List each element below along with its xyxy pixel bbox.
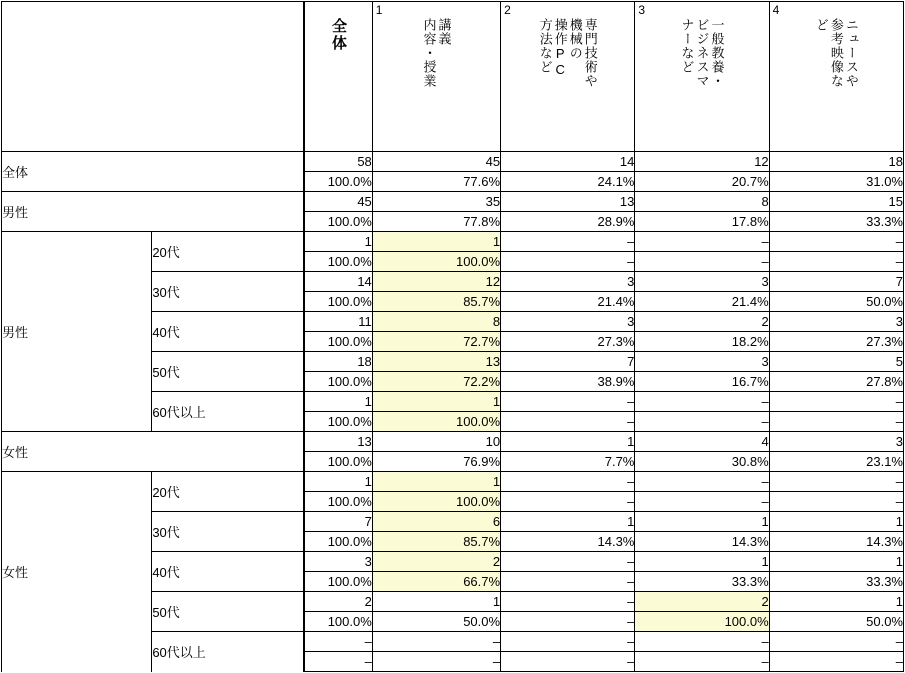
row-label: 全体 (2, 152, 305, 192)
cell-count: – (635, 392, 769, 412)
cell-percent: 38.9% (501, 372, 635, 392)
cell-percent: 21.4% (501, 292, 635, 312)
header-col-4-label: ど 参考映像な ニュースや (813, 17, 859, 88)
cell-percent: 33.3% (769, 212, 903, 232)
header-col-3-number: 3 (638, 2, 646, 17)
cell-count: 58 (304, 152, 372, 172)
cell-count: 10 (372, 432, 500, 452)
cell-count: 13 (372, 352, 500, 372)
cell-percent: – (501, 412, 635, 432)
cell-count: – (769, 232, 903, 252)
cell-percent: 50.0% (769, 292, 903, 312)
row-sublabel: 40代 (152, 552, 304, 592)
cell-count: 1 (769, 552, 903, 572)
cell-percent: 100.0% (304, 212, 372, 232)
cell-count: – (769, 392, 903, 412)
header-col-2-label: 方法など 操作PC 機械の 専門技術や (537, 17, 598, 88)
table-body (2, 152, 904, 672)
cell-percent: 33.3% (635, 572, 769, 592)
cell-count: 45 (304, 192, 372, 212)
cell-percent: – (635, 412, 769, 432)
cell-percent: 16.7% (635, 372, 769, 392)
table-row (2, 152, 904, 172)
header-col-general-education (635, 2, 769, 152)
cell-count: 1 (304, 472, 372, 492)
cell-count: 2 (635, 592, 769, 612)
cell-count: 1 (304, 392, 372, 412)
cell-count: 5 (769, 352, 903, 372)
group-label: 女性 (2, 472, 152, 672)
cell-count: – (769, 632, 903, 652)
cell-percent: 100.0% (635, 612, 769, 632)
cell-percent: 100.0% (372, 252, 500, 272)
cell-count: 1 (501, 512, 635, 532)
cell-percent: – (769, 252, 903, 272)
header-corner-blank (2, 2, 305, 152)
cell-count: 3 (769, 312, 903, 332)
header-col-1-label: 内容・授業 講義 (421, 17, 452, 88)
cell-count: – (501, 592, 635, 612)
cell-percent: 27.8% (769, 372, 903, 392)
row-label: 男性 (2, 192, 305, 232)
cell-count: 7 (304, 512, 372, 532)
cell-percent: 27.3% (501, 332, 635, 352)
cell-percent: 30.8% (635, 452, 769, 472)
table-row (2, 232, 904, 252)
cell-percent: 85.7% (372, 292, 500, 312)
cell-percent: 14.3% (635, 532, 769, 552)
cell-percent: 50.0% (769, 612, 903, 632)
cell-count: 13 (304, 432, 372, 452)
table-header (2, 2, 904, 152)
cell-percent: 23.1% (769, 452, 903, 472)
cell-count: 1 (372, 472, 500, 492)
cell-percent: – (769, 492, 903, 512)
cell-percent: 100.0% (372, 412, 500, 432)
row-sublabel: 30代 (152, 272, 304, 312)
cell-count: 11 (304, 312, 372, 332)
row-sublabel: 20代 (152, 232, 304, 272)
cell-percent: 100.0% (304, 172, 372, 192)
cell-percent: – (769, 652, 903, 672)
row-sublabel: 30代 (152, 512, 304, 552)
cell-count: 1 (635, 512, 769, 532)
cell-percent: – (501, 492, 635, 512)
cell-count: – (769, 472, 903, 492)
cell-percent: – (501, 612, 635, 632)
cell-percent: 24.1% (501, 172, 635, 192)
cell-percent: – (304, 652, 372, 672)
cell-count: 3 (635, 272, 769, 292)
cell-count: 13 (501, 192, 635, 212)
header-col-technical-skills (501, 2, 635, 152)
cross-tabulation-table (1, 1, 904, 672)
cell-percent: 100.0% (304, 372, 372, 392)
header-col-total (304, 2, 372, 152)
cell-count: 14 (501, 152, 635, 172)
cell-count: 1 (372, 232, 500, 252)
cell-percent: 17.8% (635, 212, 769, 232)
row-sublabel: 60代以上 (152, 392, 304, 432)
cell-count: – (501, 552, 635, 572)
header-col-2-number: 2 (504, 2, 511, 17)
cell-count: 3 (501, 312, 635, 332)
cell-percent: 100.0% (304, 292, 372, 312)
cell-count: 18 (304, 352, 372, 372)
cell-percent: 31.0% (769, 172, 903, 192)
cell-count: 2 (372, 552, 500, 572)
row-sublabel: 40代 (152, 312, 304, 352)
cell-percent: 76.9% (372, 452, 500, 472)
cell-count: 2 (304, 592, 372, 612)
cell-percent: 100.0% (304, 572, 372, 592)
cell-percent: 27.3% (769, 332, 903, 352)
group-label: 男性 (2, 232, 152, 432)
cell-percent: 18.2% (635, 332, 769, 352)
cell-count: 2 (635, 312, 769, 332)
cell-count: – (501, 632, 635, 652)
cell-count: 3 (501, 272, 635, 292)
cell-count: 1 (769, 512, 903, 532)
cell-count: 1 (635, 552, 769, 572)
table-row (2, 432, 904, 452)
row-label: 女性 (2, 432, 305, 472)
cell-count: 4 (635, 432, 769, 452)
cell-count: 14 (304, 272, 372, 292)
row-sublabel: 50代 (152, 352, 304, 392)
cell-percent: 14.3% (769, 532, 903, 552)
cell-percent: 77.8% (372, 212, 500, 232)
cell-percent: – (635, 252, 769, 272)
header-col-total-number (305, 4, 372, 18)
table-row (2, 472, 904, 492)
cell-count: – (501, 392, 635, 412)
cell-count: 12 (372, 272, 500, 292)
header-col-lecture-content (372, 2, 500, 152)
cell-percent: 100.0% (304, 412, 372, 432)
cell-percent: 85.7% (372, 532, 500, 552)
cell-count: 3 (769, 432, 903, 452)
header-col-1-number: 1 (375, 2, 383, 17)
cell-percent: 66.7% (372, 572, 500, 592)
cell-count: 1 (304, 232, 372, 252)
cell-percent: – (372, 652, 500, 672)
row-sublabel: 50代 (152, 592, 304, 632)
cell-count: 3 (304, 552, 372, 572)
cell-count: 1 (769, 592, 903, 612)
cell-percent: 21.4% (635, 292, 769, 312)
header-col-total-label: 全体 (329, 17, 347, 52)
cell-percent: 77.6% (372, 172, 500, 192)
cell-percent: 72.7% (372, 332, 500, 352)
cell-percent: 50.0% (372, 612, 500, 632)
cell-percent: 100.0% (304, 532, 372, 552)
cell-percent: 100.0% (372, 492, 500, 512)
cell-count: – (635, 232, 769, 252)
cell-percent: 100.0% (304, 612, 372, 632)
row-sublabel: 20代 (152, 472, 304, 512)
cell-count: – (635, 632, 769, 652)
cell-count: 7 (769, 272, 903, 292)
cell-count: 1 (372, 592, 500, 612)
cell-count: 6 (372, 512, 500, 532)
cell-percent: – (635, 652, 769, 672)
cell-percent: 72.2% (372, 372, 500, 392)
cell-count: – (635, 472, 769, 492)
header-col-4-number: 4 (772, 2, 780, 17)
cell-count: 1 (501, 432, 635, 452)
cell-count: 15 (769, 192, 903, 212)
cell-percent: 100.0% (304, 332, 372, 352)
cell-count: 35 (372, 192, 500, 212)
cell-percent: 14.3% (501, 532, 635, 552)
cell-percent: 100.0% (304, 252, 372, 272)
cell-percent: – (501, 572, 635, 592)
cell-count: 1 (372, 392, 500, 412)
cell-count: – (501, 472, 635, 492)
cell-percent: 28.9% (501, 212, 635, 232)
cell-count: 8 (372, 312, 500, 332)
cell-count: 18 (769, 152, 903, 172)
cell-count: 7 (501, 352, 635, 372)
cell-percent: – (501, 252, 635, 272)
cell-count: – (501, 232, 635, 252)
cell-percent: 20.7% (635, 172, 769, 192)
cell-percent: – (769, 412, 903, 432)
cell-percent: 7.7% (501, 452, 635, 472)
cell-count: 12 (635, 152, 769, 172)
table-row (2, 192, 904, 212)
cell-count: – (304, 632, 372, 652)
header-col-news-video (769, 2, 903, 152)
cell-percent: 100.0% (304, 492, 372, 512)
cell-percent: – (501, 652, 635, 672)
header-row (2, 2, 904, 152)
cell-percent: 100.0% (304, 452, 372, 472)
cell-count: 3 (635, 352, 769, 372)
cell-percent: 33.3% (769, 572, 903, 592)
cell-count: 45 (372, 152, 500, 172)
cell-count: – (372, 632, 500, 652)
cell-percent: – (635, 492, 769, 512)
row-sublabel: 60代以上 (152, 632, 304, 672)
cell-count: 8 (635, 192, 769, 212)
header-col-3-label: ナーなど ビジネスマ 一般教養・ (679, 17, 725, 88)
